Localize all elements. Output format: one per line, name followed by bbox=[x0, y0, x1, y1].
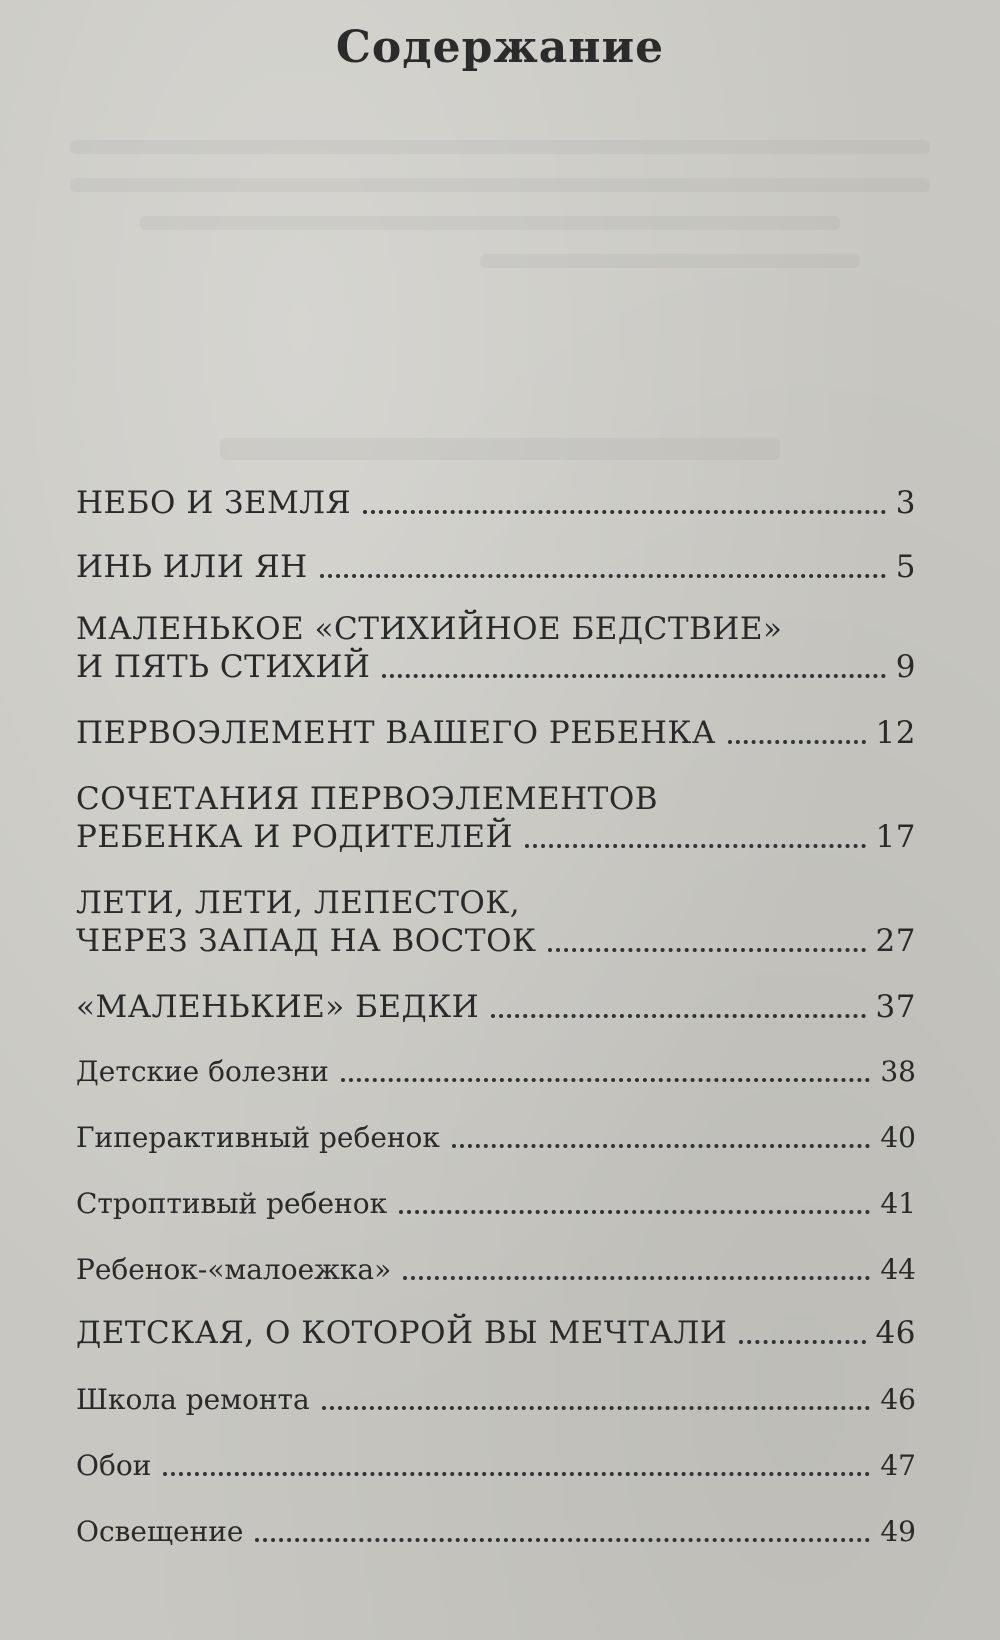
toc-entry bbox=[76, 1382, 916, 1418]
toc-entry bbox=[76, 1120, 916, 1156]
toc-entry bbox=[76, 1314, 916, 1352]
table-of-contents bbox=[76, 484, 916, 1550]
toc-entry-title: НЕБО И ЗЕМЛЯ bbox=[76, 485, 352, 521]
toc-page-number: 3 bbox=[895, 485, 916, 521]
toc-entry bbox=[76, 548, 916, 586]
toc-entry-title-line: ЛЕТИ, ЛЕТИ, ЛЕПЕСТОК, bbox=[76, 885, 521, 921]
dot-leader bbox=[739, 1340, 865, 1344]
toc-entry-title: Школа ремонта bbox=[76, 1383, 310, 1416]
bleed-through-line bbox=[70, 140, 930, 154]
dot-leader bbox=[363, 510, 886, 514]
dot-leader bbox=[341, 1078, 871, 1082]
dot-leader bbox=[452, 1144, 870, 1148]
toc-entry-title: ПЕРВОЭЛЕМЕНТ ВАШЕГО РЕБЕНКА bbox=[76, 715, 716, 751]
page-title: Содержание bbox=[335, 22, 665, 73]
toc-page-number: 40 bbox=[880, 1121, 916, 1154]
dot-leader bbox=[525, 844, 866, 848]
toc-entry-title: Детские болезни bbox=[76, 1055, 329, 1088]
bleed-through-line bbox=[140, 216, 840, 230]
toc-entry bbox=[76, 610, 916, 686]
toc-page-number: 27 bbox=[875, 923, 916, 959]
toc-entry-title: И ПЯТЬ СТИХИЙ bbox=[76, 649, 371, 685]
toc-entry-title: ИНЬ ИЛИ ЯН bbox=[76, 549, 308, 585]
toc-entry-title: Строптивый ребенок bbox=[76, 1187, 388, 1220]
toc-entry bbox=[76, 884, 916, 960]
dot-leader bbox=[163, 1472, 870, 1476]
toc-entry bbox=[76, 714, 916, 752]
dot-leader bbox=[491, 1014, 865, 1018]
toc-entry-title: Ребенок-«малоежка» bbox=[76, 1253, 392, 1286]
toc-page-number: 9 bbox=[895, 649, 916, 685]
toc-page-number: 5 bbox=[895, 549, 916, 585]
toc-entry-title: Гиперактивный ребенок bbox=[76, 1121, 440, 1154]
dot-leader bbox=[320, 574, 886, 578]
dot-leader bbox=[382, 674, 885, 678]
toc-entry-title: Обои bbox=[76, 1449, 152, 1482]
toc-entry bbox=[76, 988, 916, 1026]
toc-entry bbox=[76, 780, 916, 856]
toc-entry bbox=[76, 484, 916, 522]
dot-leader bbox=[399, 1210, 870, 1214]
dot-leader bbox=[728, 740, 866, 744]
toc-entry-title: Освещение bbox=[76, 1515, 244, 1548]
toc-entry bbox=[76, 1252, 916, 1288]
toc-page-number: 37 bbox=[875, 989, 916, 1025]
toc-entry-title: ДЕТСКАЯ, О КОТОРОЙ ВЫ МЕЧТАЛИ bbox=[76, 1315, 728, 1351]
dot-leader bbox=[403, 1276, 870, 1280]
toc-page-number: 41 bbox=[880, 1187, 916, 1220]
toc-entry-title: ЧЕРЕЗ ЗАПАД НА ВОСТОК bbox=[76, 923, 537, 959]
toc-page-number: 47 bbox=[880, 1449, 916, 1482]
toc-entry bbox=[76, 1448, 916, 1484]
toc-page-number: 46 bbox=[880, 1383, 916, 1416]
toc-page-number: 44 bbox=[880, 1253, 916, 1286]
toc-entry bbox=[76, 1054, 916, 1090]
toc-entry-title-line: МАЛЕНЬКОЕ «СТИХИЙНОЕ БЕДСТВИЕ» bbox=[76, 611, 783, 647]
toc-page-number: 49 bbox=[880, 1515, 916, 1548]
toc-page-number: 17 bbox=[875, 819, 916, 855]
bleed-through-line bbox=[480, 254, 860, 268]
toc-entry-title: «МАЛЕНЬКИЕ» БЕДКИ bbox=[76, 989, 480, 1025]
toc-page-number: 12 bbox=[875, 715, 916, 751]
dot-leader bbox=[548, 948, 865, 952]
bleed-through-line bbox=[70, 178, 930, 192]
toc-page-number: 38 bbox=[880, 1055, 916, 1088]
toc-page-number: 46 bbox=[875, 1315, 916, 1351]
toc-entry bbox=[76, 1186, 916, 1222]
bleed-through-line bbox=[220, 438, 780, 460]
toc-entry-title-line: СОЧЕТАНИЯ ПЕРВОЭЛЕМЕНТОВ bbox=[76, 781, 659, 817]
toc-entry bbox=[76, 1514, 916, 1550]
toc-entry-title: РЕБЕНКА И РОДИТЕЛЕЙ bbox=[76, 819, 513, 855]
dot-leader bbox=[255, 1538, 870, 1542]
dot-leader bbox=[322, 1406, 871, 1410]
